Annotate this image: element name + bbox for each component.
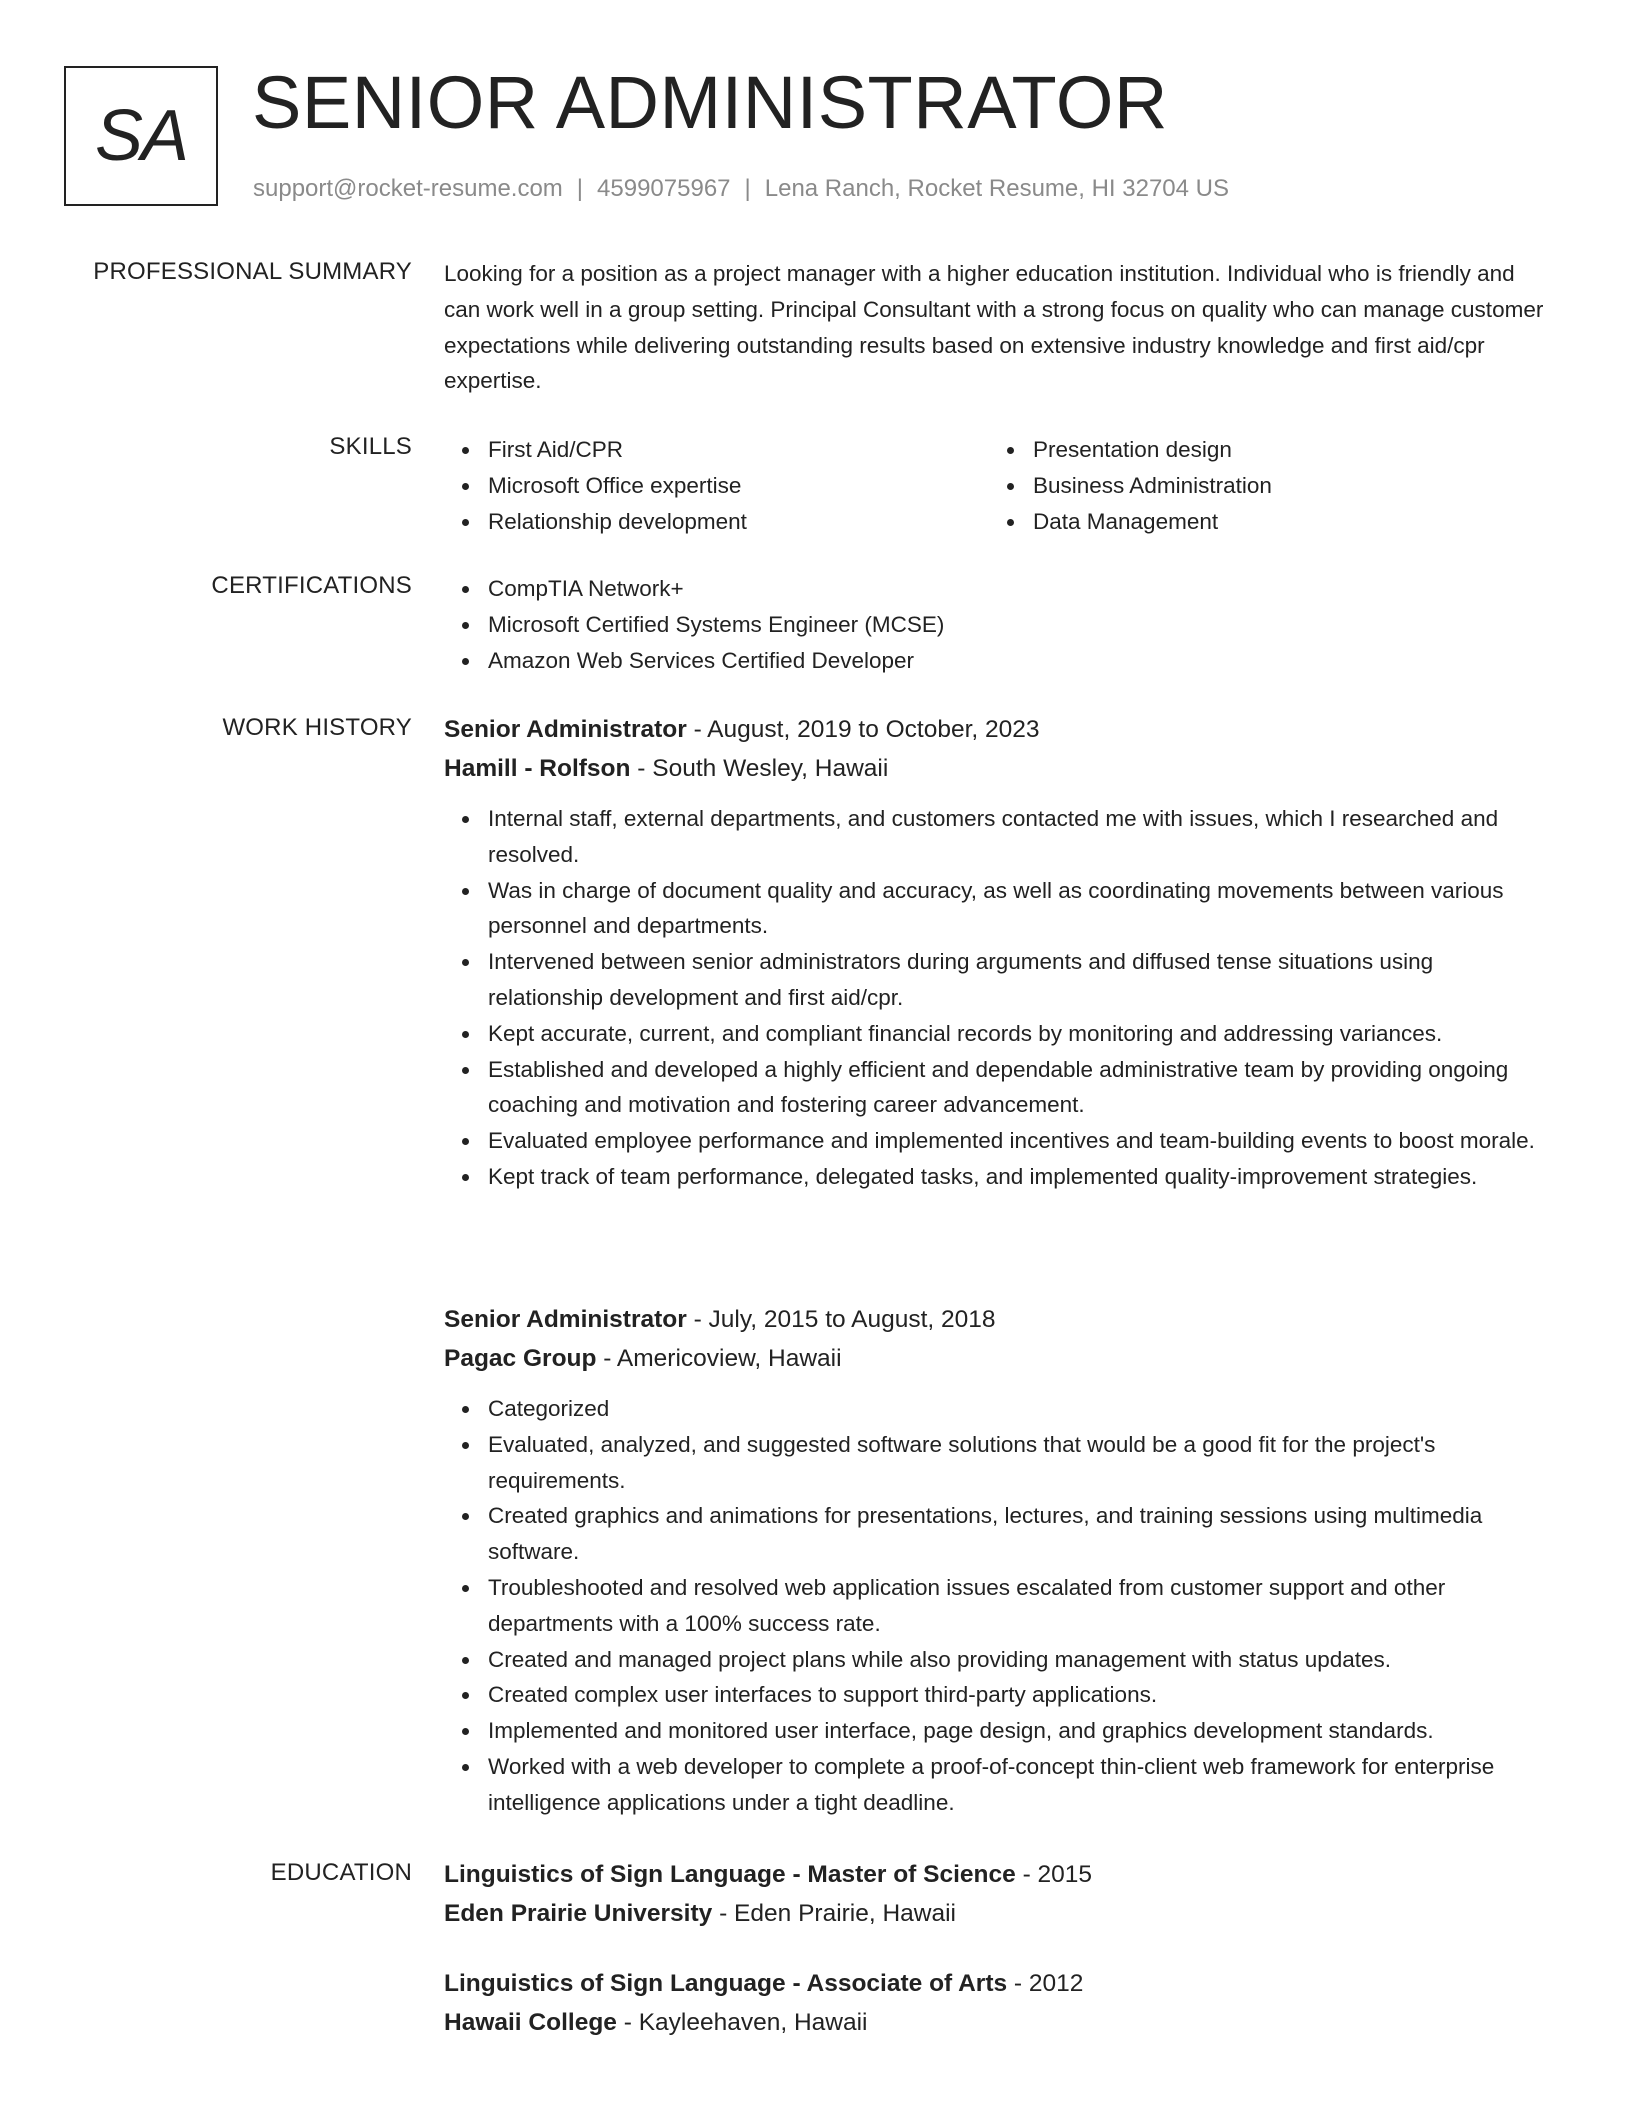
- list-item: Intervened between senior administrators during arguments and diffused tense situations using relationship development and first aid/cpr.: [488, 944, 1554, 1016]
- summary-heading: PROFESSIONAL SUMMARY: [93, 258, 412, 285]
- education-heading: EDUCATION: [270, 1859, 412, 1886]
- skills-heading: SKILLS: [329, 433, 412, 460]
- job-title: Senior Administrator: [444, 1306, 687, 1333]
- contact-phone: 4599075967: [597, 175, 731, 202]
- list-item: Amazon Web Services Certified Developer: [488, 643, 1554, 679]
- job-entry: [444, 1300, 1554, 1821]
- list-item: Relationship development: [488, 504, 989, 540]
- school-location: - Kayleehaven, Hawaii: [616, 2009, 868, 2036]
- list-item: Presentation design: [1033, 432, 1534, 468]
- job-title: Senior Administrator: [444, 716, 687, 743]
- skills-list-left: [444, 432, 989, 539]
- summary-body: [444, 256, 1554, 399]
- degree-year: - 2012: [1007, 1970, 1084, 1997]
- job-company-line: [444, 749, 1554, 788]
- school-location: - Eden Prairie, Hawaii: [712, 1900, 956, 1927]
- list-item: Established and developed a highly efficient and dependable administrative team by providing ongoing coaching and motivation and fostering career advancement.: [488, 1052, 1554, 1124]
- degree-name: Linguistics of Sign Language - Master of Science: [444, 1861, 1016, 1888]
- job-duties-list: [444, 801, 1554, 1195]
- skills-column-right: [989, 432, 1534, 539]
- job-duties-list: [444, 1391, 1554, 1821]
- job-dates: - August, 2019 to October, 2023: [686, 716, 1040, 743]
- skills-columns: [444, 432, 1554, 539]
- skills-body: [444, 432, 1554, 539]
- contact-separator: |: [744, 175, 751, 202]
- contact-address: Lena Ranch, Rocket Resume, HI 32704 US: [764, 175, 1229, 202]
- degree-line: [444, 1964, 1554, 2003]
- contact-separator: |: [576, 175, 584, 202]
- contact-email: support@rocket-resume.com: [253, 175, 563, 202]
- summary-text: Looking for a position as a project manager with a higher education institution. Individual who is friendly and can work well in a group setting. Principal Consultant with a strong focus on quality who can manage customer expectations while delivering outstanding results based on extensive industry knowledge and first aid/cpr expertise.: [444, 261, 1544, 394]
- resume-name: SENIOR ADMINISTRATOR: [252, 61, 1168, 144]
- list-item: Evaluated employee performance and implemented incentives and team-building events to boost morale.: [488, 1123, 1554, 1159]
- school-line: [444, 1894, 1554, 1933]
- degree-line: [444, 1855, 1554, 1894]
- list-item: Microsoft Office expertise: [488, 468, 989, 504]
- list-item: Business Administration: [1033, 468, 1534, 504]
- work-history-heading: WORK HISTORY: [222, 714, 412, 741]
- certifications-list: [444, 571, 1554, 678]
- job-location: - South Wesley, Hawaii: [630, 755, 889, 782]
- list-item: Created graphics and animations for presentations, lectures, and training sessions using multimedia software.: [488, 1498, 1554, 1570]
- list-item: Categorized: [488, 1391, 1554, 1427]
- certifications-heading: CERTIFICATIONS: [211, 572, 412, 599]
- school-line: [444, 2003, 1554, 2042]
- list-item: Created complex user interfaces to support third-party applications.: [488, 1677, 1554, 1713]
- job-title-line: [444, 1300, 1554, 1339]
- job-entry: [444, 710, 1554, 1195]
- list-item: Internal staff, external departments, and customers contacted me with issues, which I researched and resolved.: [488, 801, 1554, 873]
- monogram-initials: SA: [94, 96, 188, 176]
- school-name: Hawaii College: [444, 2009, 617, 2036]
- list-item: Created and managed project plans while also providing management with status updates.: [488, 1642, 1554, 1678]
- job-title-line: [444, 710, 1554, 749]
- education-entry: [444, 1964, 1554, 2042]
- list-item: Kept accurate, current, and compliant financial records by monitoring and addressing variances.: [488, 1016, 1554, 1052]
- job-location: - Americoview, Hawaii: [596, 1345, 842, 1372]
- monogram-box: [64, 66, 218, 206]
- skills-list-right: [989, 432, 1534, 539]
- job-dates: - July, 2015 to August, 2018: [686, 1306, 996, 1333]
- degree-name: Linguistics of Sign Language - Associate of Arts: [444, 1970, 1008, 1997]
- list-item: Microsoft Certified Systems Engineer (MCSE): [488, 607, 1554, 643]
- list-item: Implemented and monitored user interface, page design, and graphics development standards.: [488, 1713, 1554, 1749]
- education-entry: [444, 1855, 1554, 1933]
- job-company: Pagac Group: [444, 1345, 597, 1372]
- certifications-body: [444, 571, 1554, 678]
- list-item: First Aid/CPR: [488, 432, 989, 468]
- job-company: Hamill - Rolfson: [444, 755, 631, 782]
- list-item: Worked with a web developer to complete a proof-of-concept thin-client web framework for enterprise intelligence applications under a tight deadline.: [488, 1749, 1554, 1821]
- list-item: Was in charge of document quality and accuracy, as well as coordinating movements between various personnel and departments.: [488, 873, 1554, 945]
- list-item: CompTIA Network+: [488, 571, 1554, 607]
- school-name: Eden Prairie University: [444, 1900, 713, 1927]
- list-item: Data Management: [1033, 504, 1534, 540]
- list-item: Troubleshooted and resolved web application issues escalated from customer support and other departments with a 100% success rate.: [488, 1570, 1554, 1642]
- degree-year: - 2015: [1015, 1861, 1093, 1888]
- skills-column-left: [444, 432, 989, 539]
- list-item: Evaluated, analyzed, and suggested software solutions that would be a good fit for the project's requirements.: [488, 1427, 1554, 1499]
- job-company-line: [444, 1339, 1554, 1378]
- contact-line: [253, 174, 1229, 204]
- list-item: Kept track of team performance, delegated tasks, and implemented quality-improvement strategies.: [488, 1159, 1554, 1195]
